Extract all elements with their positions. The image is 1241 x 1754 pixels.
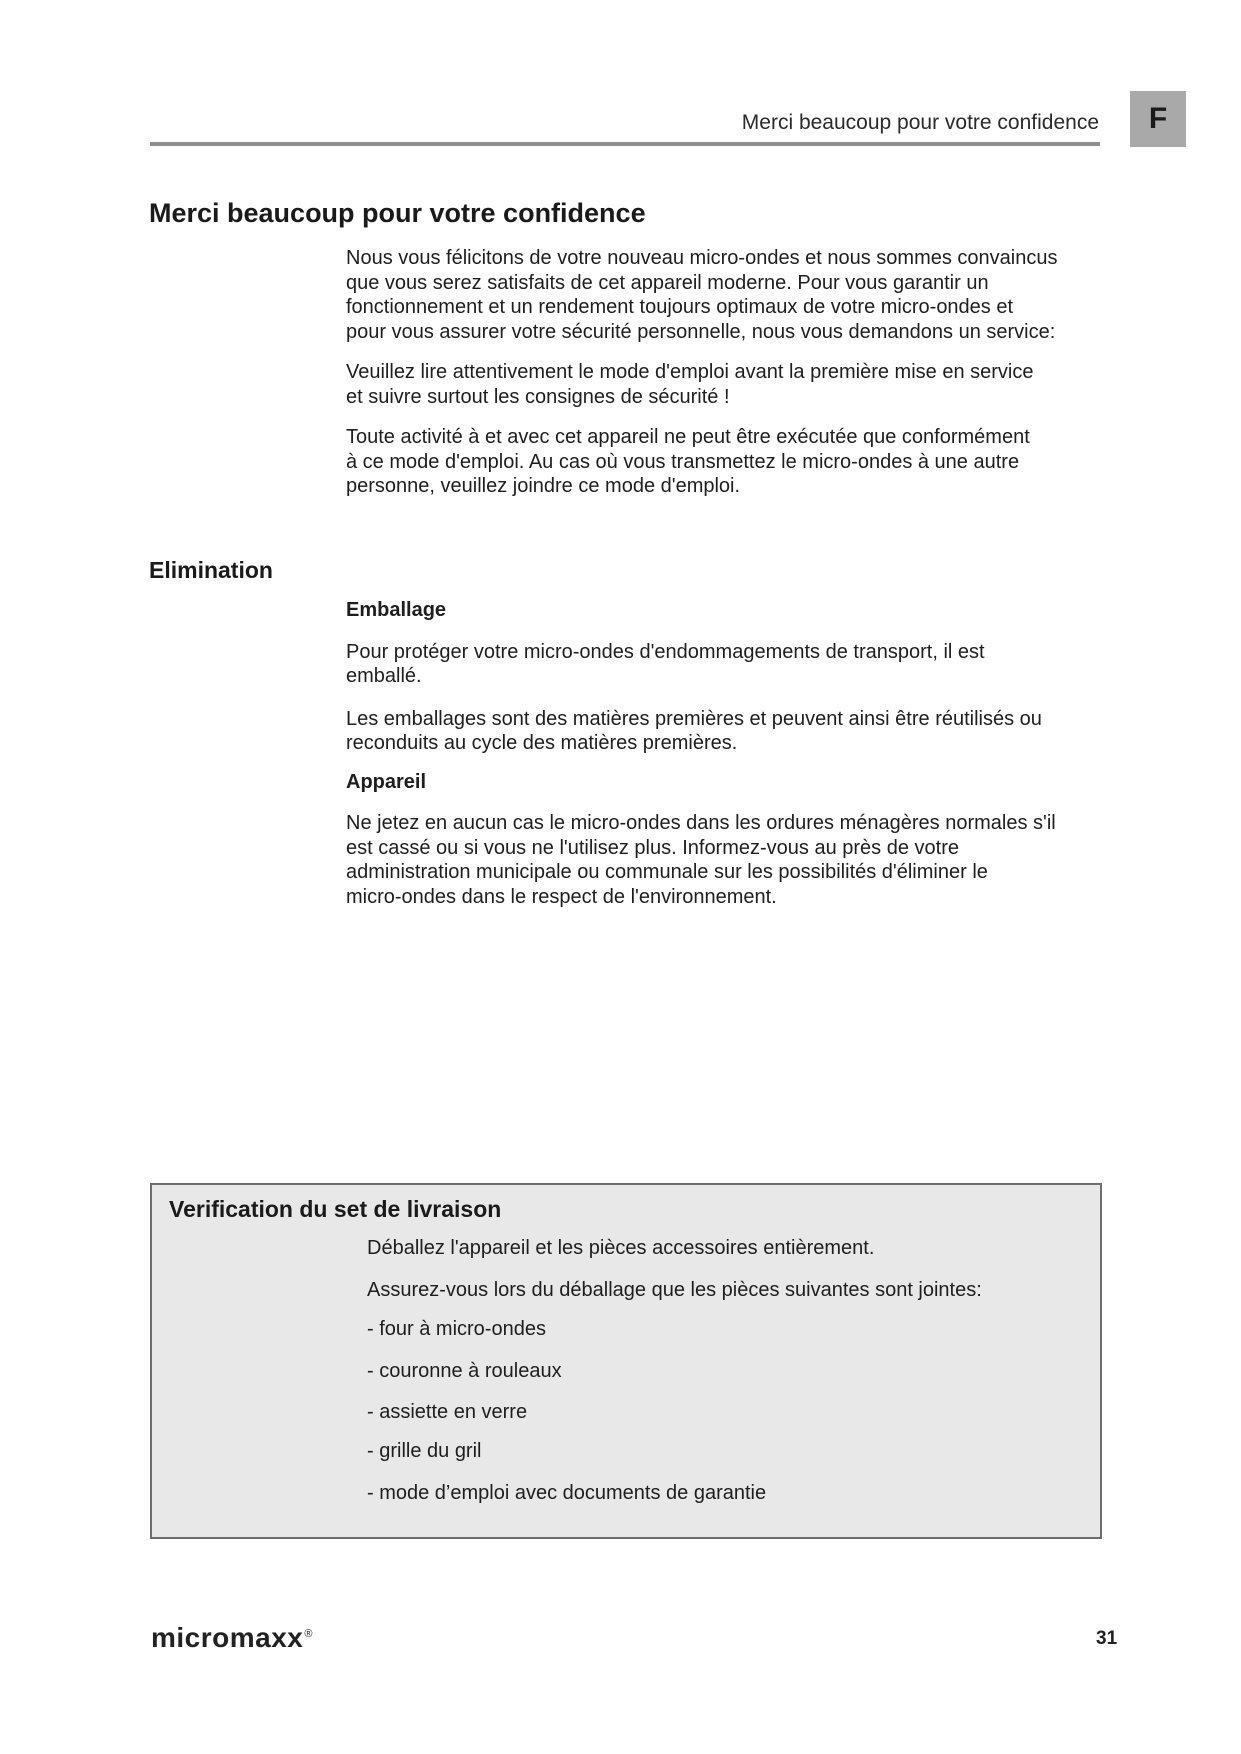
page-number: 31 <box>1096 1628 1118 1649</box>
brand-logo <box>151 1622 313 1654</box>
language-tab: F <box>1130 91 1186 147</box>
delivery-item: - mode d’emploi avec documents de garantie <box>367 1482 767 1504</box>
delivery-check-box <box>150 1183 1102 1539</box>
delivery-instruction: Déballez l'appareil et les pièces accessoires entièrement. <box>367 1237 875 1259</box>
section-heading-elimination: Elimination <box>149 557 273 583</box>
packaging-paragraph: Pour protéger votre micro-ondes d'endommagements de transport, il est emballé. <box>346 640 985 687</box>
section-heading-confidence: Merci beaucoup pour votre confidence <box>149 198 646 228</box>
appliance-paragraph: Ne jetez en aucun cas le micro-ondes dans les ordures ménagères normales s'il est cassé ou si vous ne l'utilisez plus. Informez-vous au près de votre administration municipale ou communale sur les possibilités d'éliminer le micro-ondes dans le respect de l'environnement. <box>346 812 1056 908</box>
delivery-instruction: Assurez-vous lors du déballage que les pièces suivantes sont jointes: <box>367 1279 982 1301</box>
header-divider <box>150 142 1100 146</box>
subheading-packaging: Emballage <box>346 599 447 621</box>
brand-name: micromaxx <box>151 1622 304 1653</box>
packaging-paragraph: Les emballages sont des matières premières et peuvent ainsi être réutilisés ou reconduits au cycle des matières premières. <box>346 707 1042 754</box>
elimination-body <box>346 598 1096 909</box>
delivery-item: - four à micro-ondes <box>367 1318 546 1340</box>
subheading-appliance: Appareil <box>346 770 427 793</box>
intro-paragraph: Veuillez lire attentivement le mode d'emploi avant la première mise en service et suivre surtout les consignes de sécurité ! <box>346 361 1034 408</box>
intro-paragraph: Nous vous félicitons de votre nouveau micro-ondes et nous sommes convaincus que vous serez satisfaits de cet appareil moderne. Pour vous garantir un fonctionnement et un rendement toujours optimaux de votre micro-ondes et pour vous assurer votre sécurité personnelle, nous vous demandons un service: <box>346 247 1058 343</box>
delivery-item: - couronne à rouleaux <box>367 1360 562 1382</box>
intro-paragraph: Toute activité à et avec cet appareil ne peut être exécutée que conformément à ce mode d'emploi. Au cas où vous transmettez le micro-ondes à une autre personne, veuillez joindre ce mode d'emploi. <box>346 426 1030 497</box>
intro-body <box>346 246 1096 499</box>
running-header-title: Merci beaucoup pour votre confidence <box>741 111 1099 134</box>
registered-mark: ® <box>304 1628 313 1640</box>
delivery-item: - grille du gril <box>367 1440 482 1462</box>
delivery-heading: Verification du set de livraison <box>169 1196 502 1222</box>
delivery-item: - assiette en verre <box>367 1401 528 1423</box>
